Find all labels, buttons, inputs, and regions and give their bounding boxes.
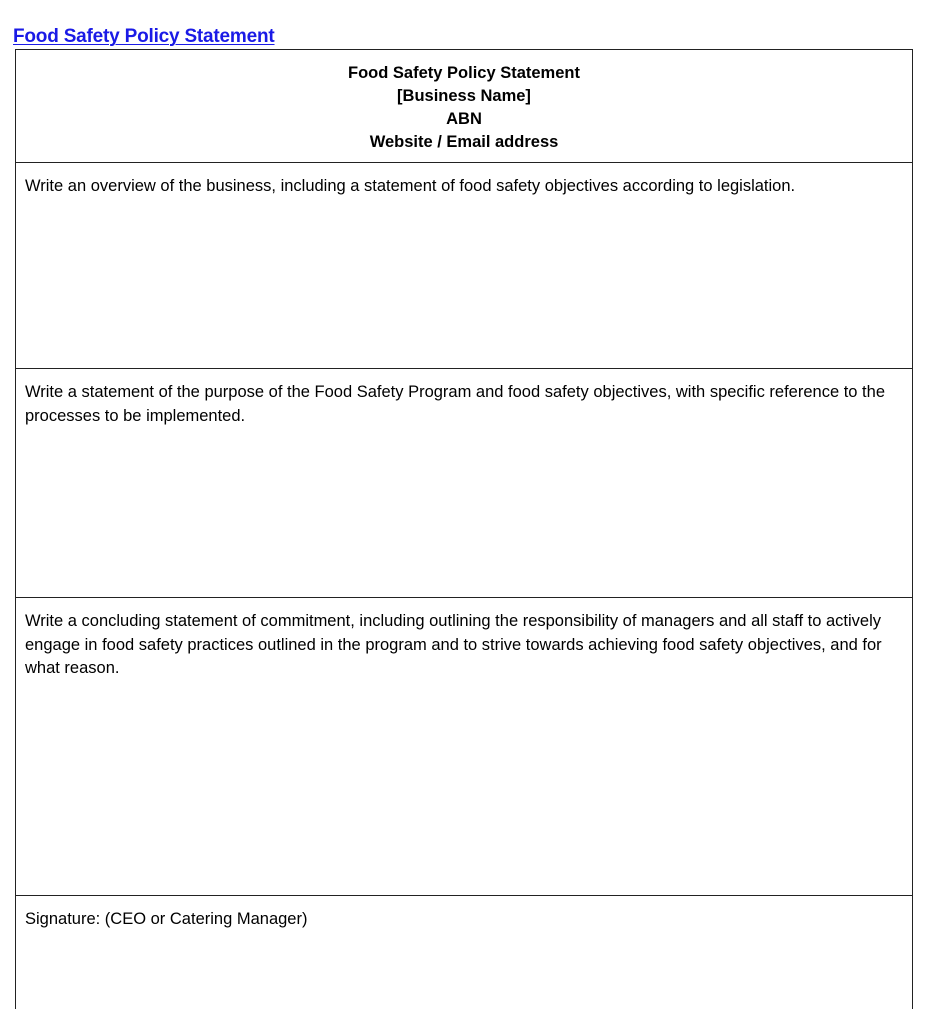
policy-form-table — [15, 49, 913, 1009]
document-heading: Food Safety Policy Statement — [13, 26, 275, 47]
policy-title: Food Safety Policy Statement — [348, 64, 580, 82]
purpose-prompt: Write a statement of the purpose of the Food Safety Program and food safety objectives, with specific reference to the processes to be implemented. — [25, 383, 885, 425]
policy-header-cell — [16, 50, 912, 163]
overview-prompt: Write an overview of the business, including a statement of food safety objectives according to legislation. — [25, 177, 796, 195]
commitment-prompt: Write a concluding statement of commitment, including outlining the responsibility of managers and all staff to actively engage in food safety practices outlined in the program and to strive towards achieving food safety objectives, and for what reason. — [25, 612, 882, 677]
signature-section[interactable] — [16, 896, 912, 1010]
signature-label: Signature: (CEO or Catering Manager) — [25, 910, 308, 928]
business-name-placeholder: [Business Name] — [397, 87, 531, 105]
purpose-section[interactable] — [16, 369, 912, 598]
overview-section[interactable] — [16, 163, 912, 369]
contact-placeholder: Website / Email address — [369, 133, 559, 151]
abn-placeholder: ABN — [446, 110, 482, 128]
commitment-section[interactable] — [16, 598, 912, 896]
